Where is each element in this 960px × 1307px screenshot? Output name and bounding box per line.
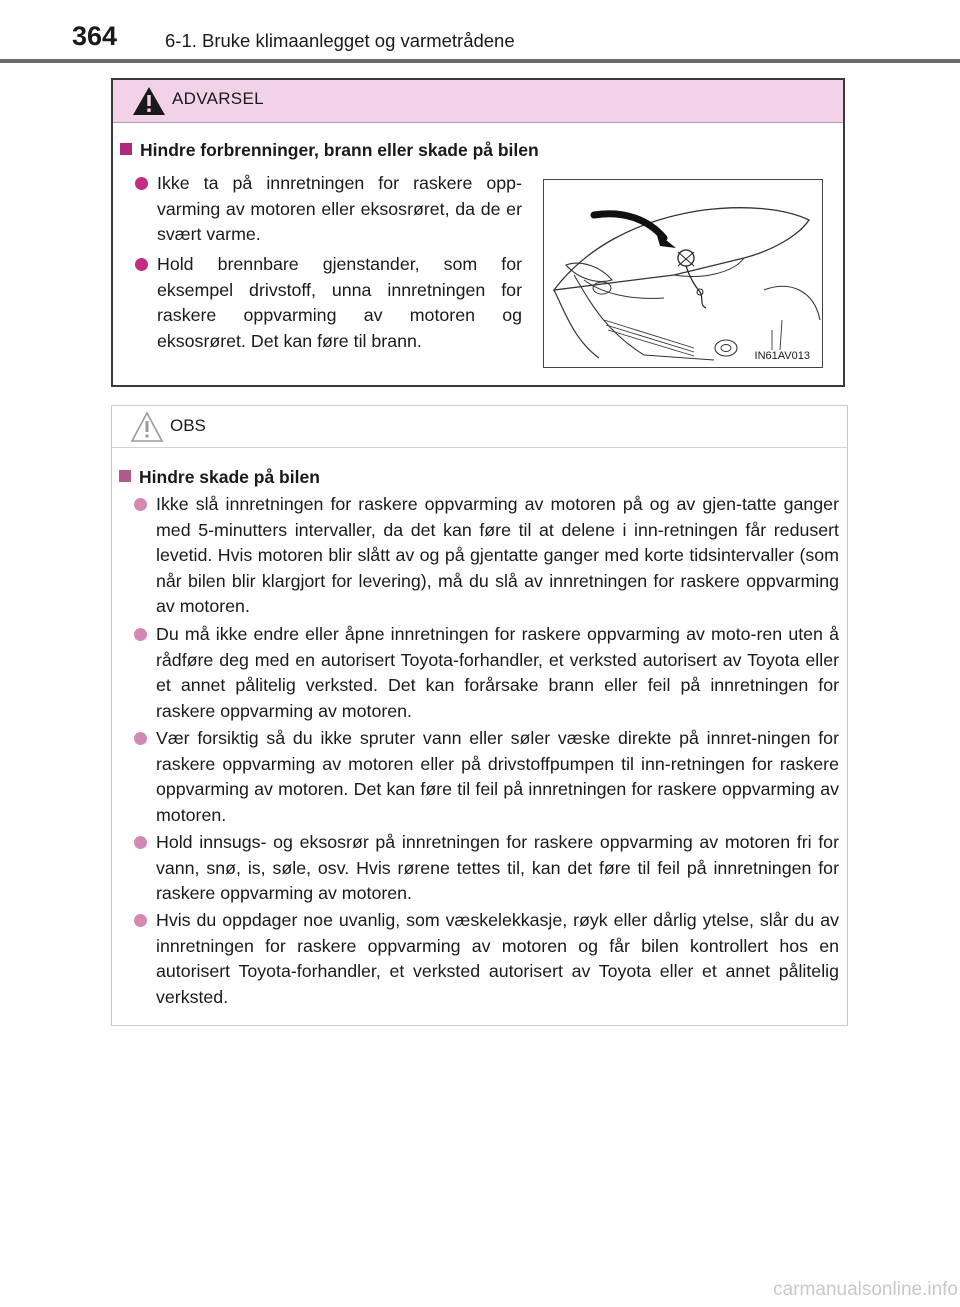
bullet-dot-icon — [135, 258, 148, 271]
bullet-dot-icon — [134, 914, 147, 927]
notice-item: Hvis du oppdager noe uvanlig, som væskelekkasje, røyk eller dårlig ytelse, slår du av innretningen for raskere oppvarming av motoren og får bilen kontrollert hos en autorisert Toyota-forhandler, et verksted autorisert av Toyota eller et annet pålitelig verksted. — [156, 908, 839, 1010]
bullet-dot-icon — [134, 498, 147, 511]
warning-title: ADVARSEL — [172, 89, 264, 108]
warning-item: Ikke ta på innretningen for raskere opp-varming av motoren eller eksosrøret, da de er svært varme. — [157, 171, 522, 248]
engine-heater-illustration — [543, 179, 823, 368]
section-title: 6-1. Bruke klimaanlegget og varmetrådene — [165, 30, 515, 51]
notice-item: Hold innsugs- og eksosrør på innretningen for raskere oppvarming av motoren fri for vann, snø, is, søle, osv. Hvis rørene tettes til, kan det føre til feil på innretningen for raskere oppvarming av motoren. — [156, 830, 839, 907]
notice-item: Du må ikke endre eller åpne innretningen for raskere oppvarming av moto-ren uten å rådføre deg med en autorisert Toyota-forhandler, et verksted autorisert av Toyota eller et annet pålitelig verksted. Det kan forårsake brann eller feil på innretningen for raskere oppvarming av motoren. — [156, 622, 839, 724]
square-bullet-icon — [120, 143, 132, 155]
page-header — [0, 0, 960, 62]
caution-triangle-icon — [130, 411, 164, 443]
notice-item: Vær forsiktig så du ikke spruter vann eller søler væske direkte på innret-ningen for raskere oppvarming av motoren eller på drivstoffpumpen til inn-retningen for raskere oppvarming av motoren. Det kan føre til feil på innretningen for raskere oppvarming av motoren. — [156, 726, 839, 828]
bullet-dot-icon — [134, 836, 147, 849]
warning-item: Hold brennbare gjenstander, som for eksempel drivstoff, unna innretningen for raskere oppvarming av motoren og eksosrøret. Det kan føre til brann. — [157, 252, 522, 354]
notice-heading: Hindre skade på bilen — [119, 467, 320, 488]
warning-header — [113, 80, 843, 123]
header-divider — [0, 59, 960, 63]
illustration-code: IN61AV013 — [754, 350, 810, 362]
bullet-dot-icon — [134, 628, 147, 641]
bullet-dot-icon — [135, 177, 148, 190]
notice-header — [112, 406, 847, 448]
notice-item: Ikke slå innretningen for raskere oppvarming av motoren på og av gjen-tatte ganger med 5-minutters intervaller, da det kan føre til at delene i inn-retningen får redusert levetid. Hvis motoren blir slått av og på gjentatte ganger med korte tidsintervaller (som når bilen blir klargjort for levering), må du slå av innretningen for raskere oppvarming av motoren. — [156, 492, 839, 620]
notice-title: OBS — [170, 416, 206, 435]
car-front-drawing — [544, 180, 822, 367]
square-bullet-icon — [119, 470, 131, 482]
watermark: carmanualsonline.info — [773, 1279, 958, 1300]
bullet-dot-icon — [134, 732, 147, 745]
warning-heading: Hindre forbrenninger, brann eller skade på bilen — [120, 140, 539, 161]
notice-box — [111, 405, 848, 1026]
warning-box — [111, 78, 845, 387]
page-number: 364 — [72, 21, 118, 51]
warning-triangle-icon — [131, 85, 167, 117]
